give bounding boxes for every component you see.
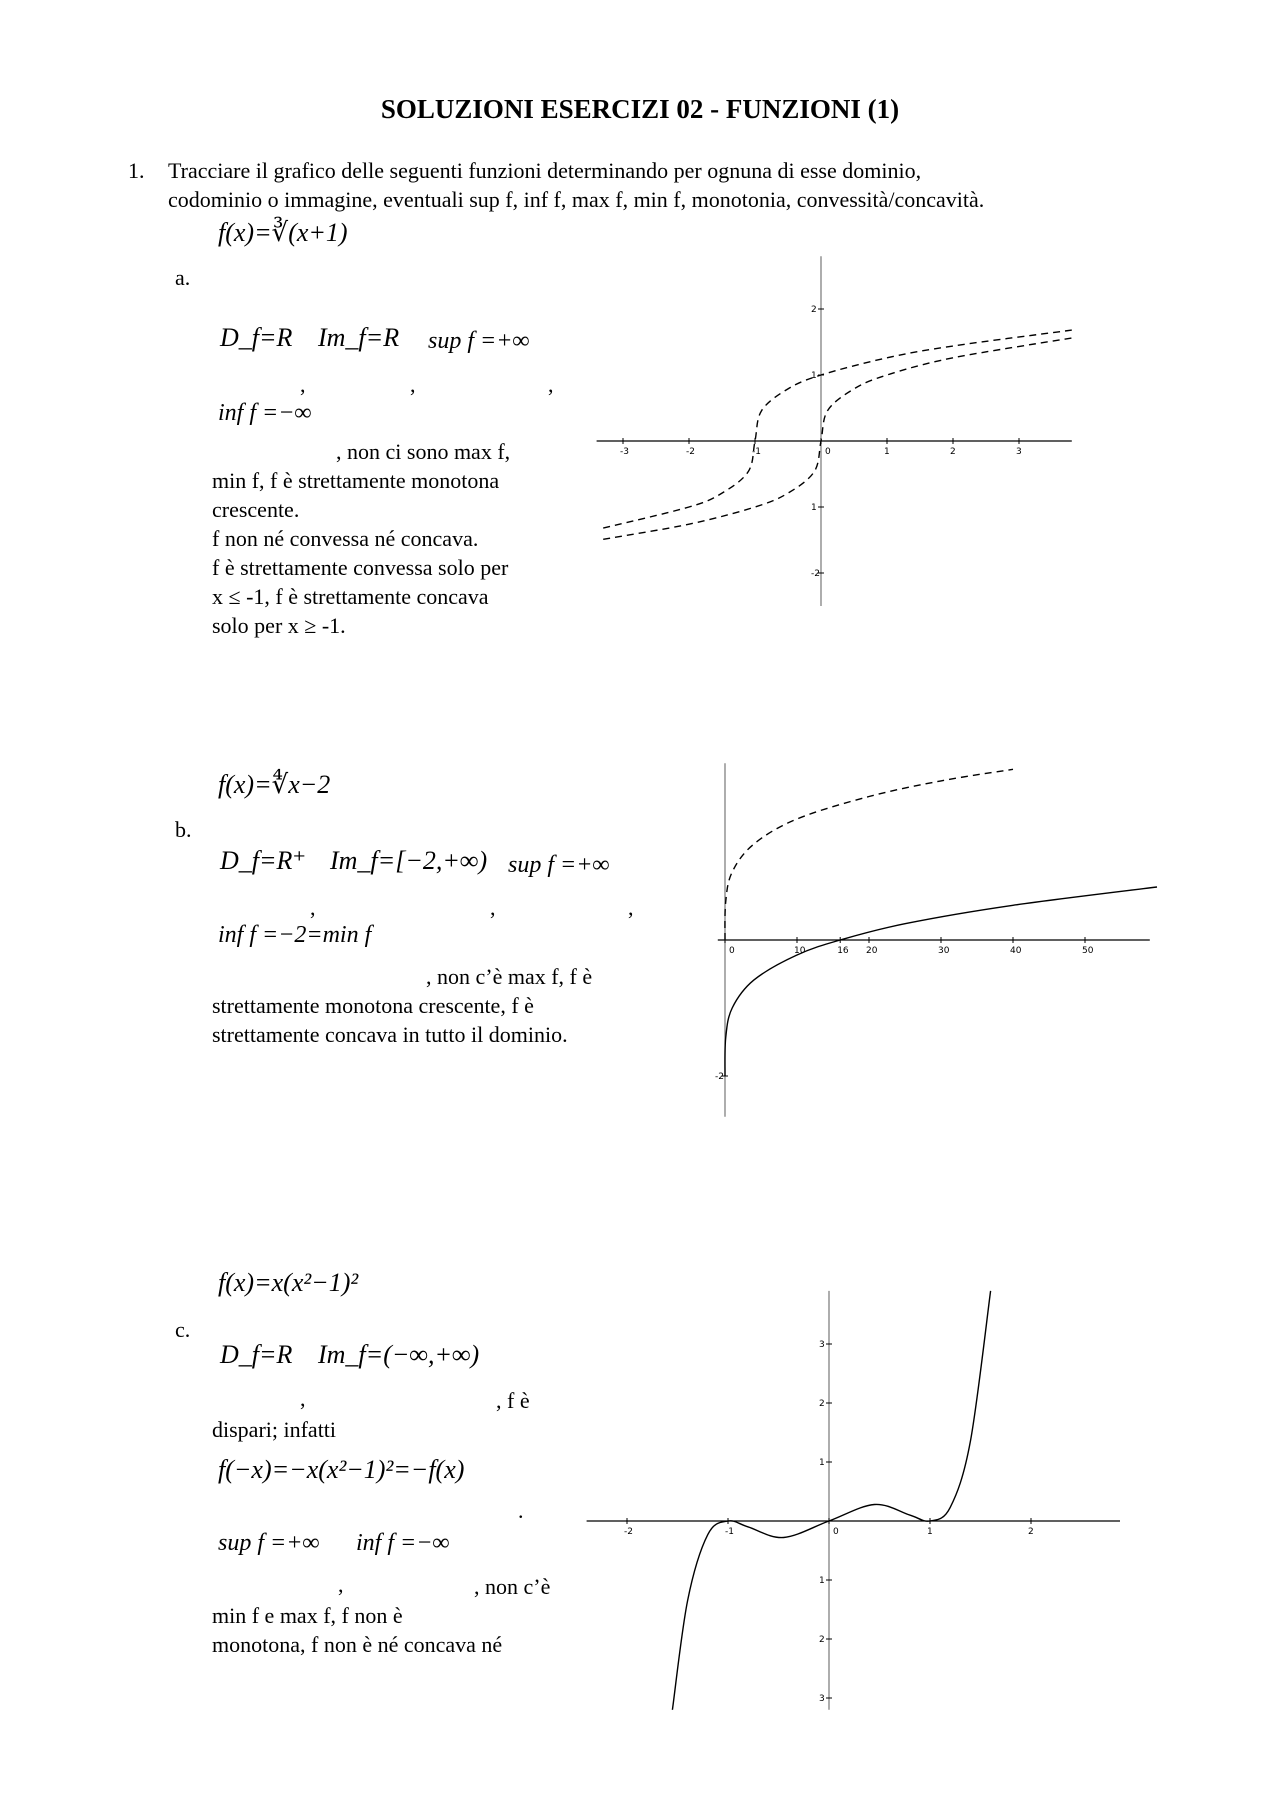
exercise-line-1: Tracciare il grafico delle seguenti funzioni determinando per ognuna di esse dominio, bbox=[168, 158, 922, 183]
item-letter-b: b. bbox=[175, 817, 192, 842]
graph-c bbox=[580, 1280, 1120, 1710]
text-block-b bbox=[212, 962, 652, 1049]
sup-b: sup f =+∞ bbox=[508, 852, 610, 878]
item-letter-a: a. bbox=[175, 265, 191, 290]
text-line: crescente. bbox=[212, 497, 300, 522]
formula-a: f(x)=∛(x+1) bbox=[218, 218, 348, 247]
series-line bbox=[725, 887, 1157, 1076]
x-tick-label: 10 bbox=[794, 946, 806, 956]
sup-c: sup f =+∞ bbox=[218, 1530, 320, 1556]
x-tick-label: 20 bbox=[866, 946, 878, 956]
image-c: Im_f=(−∞,+∞) bbox=[318, 1340, 480, 1369]
text-line: min f, f è strettamente monotona bbox=[212, 468, 500, 493]
comma: , bbox=[300, 372, 306, 397]
series-line bbox=[672, 1291, 990, 1710]
y-tick-label: 1 bbox=[819, 1576, 825, 1586]
x-tick-label: 40 bbox=[1010, 946, 1022, 956]
inf-b: inf f =−2=min f bbox=[218, 922, 372, 948]
x-tick-label: -1 bbox=[752, 447, 761, 457]
text-line: , f è bbox=[496, 1388, 530, 1413]
text-line: , non c’è max f, f è bbox=[426, 964, 593, 989]
text-block-c bbox=[212, 1601, 612, 1659]
inf-c: inf f =−∞ bbox=[356, 1530, 450, 1556]
x-tick-label: 1 bbox=[927, 1527, 933, 1537]
graph-a bbox=[590, 240, 1090, 620]
comma: , bbox=[310, 895, 316, 920]
domain-a: D_f=R bbox=[220, 323, 293, 352]
y-tick-label: 2 bbox=[819, 1635, 825, 1645]
text-block-a bbox=[212, 437, 602, 640]
comma: , bbox=[628, 895, 634, 920]
text-line: strettamente monotona crescente, f è bbox=[212, 993, 534, 1018]
x-tick-label: -2 bbox=[624, 1527, 633, 1537]
text-line: , non ci sono max f, bbox=[336, 439, 511, 464]
text-line: min f e max f, f non è bbox=[212, 1603, 403, 1628]
y-tick-label: 1 bbox=[819, 1458, 825, 1468]
text-line: f non né convessa né concava. bbox=[212, 526, 479, 551]
y-tick-label: 3 bbox=[819, 1694, 825, 1704]
domain-c: D_f=R bbox=[220, 1340, 293, 1369]
comma: , bbox=[338, 1572, 344, 1597]
series-line bbox=[603, 330, 1072, 528]
image-b: Im_f=[−2,+∞) bbox=[330, 846, 488, 875]
exercise-number: 1. bbox=[128, 158, 145, 183]
text-line: dispari; infatti bbox=[212, 1417, 337, 1442]
exercise-text bbox=[168, 156, 1168, 214]
domain-b: D_f=R⁺ bbox=[220, 846, 307, 875]
x-tick-label: 30 bbox=[938, 946, 950, 956]
text-line: solo per x ≥ -1. bbox=[212, 613, 346, 638]
series-line bbox=[725, 769, 1013, 940]
x-tick-label: 0 bbox=[833, 1527, 839, 1537]
x-tick-label: 3 bbox=[1016, 447, 1022, 457]
text-line: monotona, f non è né concava né bbox=[212, 1632, 503, 1657]
formula-b: f(x)=∜x−2 bbox=[218, 770, 331, 799]
page-title: SOLUZIONI ESERCIZI 02 - FUNZIONI (1) bbox=[380, 94, 900, 124]
text-line: x ≤ -1, f è strettamente concava bbox=[212, 584, 489, 609]
y-tick-label: 1 bbox=[811, 371, 817, 381]
inf-a: inf f =−∞ bbox=[218, 400, 312, 426]
x-tick-label: 1 bbox=[884, 447, 890, 457]
text-line: , non c’è bbox=[474, 1574, 551, 1599]
comma: , bbox=[490, 895, 496, 920]
y-tick-label: -2 bbox=[811, 569, 820, 579]
formula-c: f(x)=x(x²−1)² bbox=[218, 1268, 359, 1297]
y-tick-label: 1 bbox=[811, 503, 817, 513]
y-tick-label: 2 bbox=[819, 1399, 825, 1409]
x-tick-label: 0 bbox=[825, 447, 831, 457]
exercise-line-2: codominio o immagine, eventuali sup f, inf f, max f, min f, monotonia, convessità/concavità. bbox=[168, 187, 985, 212]
sup-a: sup f =+∞ bbox=[428, 328, 530, 354]
text-line: strettamente concava in tutto il dominio. bbox=[212, 1022, 568, 1047]
odd-identity-c: f(−x)=−x(x²−1)²=−f(x) bbox=[218, 1455, 465, 1484]
comma: , bbox=[548, 372, 554, 397]
item-letter-c: c. bbox=[175, 1317, 191, 1342]
x-tick-label: 16 bbox=[837, 946, 849, 956]
x-tick-label: -3 bbox=[620, 447, 629, 457]
comma: , bbox=[410, 372, 416, 397]
graph-b bbox=[690, 760, 1160, 1140]
y-tick-label: 3 bbox=[819, 1340, 825, 1350]
x-tick-label: 2 bbox=[1028, 1527, 1034, 1537]
x-tick-label: 0 bbox=[729, 946, 735, 956]
x-tick-label: 2 bbox=[950, 447, 956, 457]
series-line bbox=[603, 338, 1072, 539]
period: . bbox=[518, 1498, 524, 1523]
x-tick-label: 50 bbox=[1082, 946, 1094, 956]
y-tick-label: -2 bbox=[715, 1072, 724, 1082]
y-tick-label: 2 bbox=[811, 305, 817, 315]
x-tick-label: -2 bbox=[686, 447, 695, 457]
text-line: f è strettamente convessa solo per bbox=[212, 555, 509, 580]
image-a: Im_f=R bbox=[318, 323, 400, 352]
x-tick-label: -1 bbox=[725, 1527, 734, 1537]
comma: , bbox=[300, 1386, 306, 1411]
